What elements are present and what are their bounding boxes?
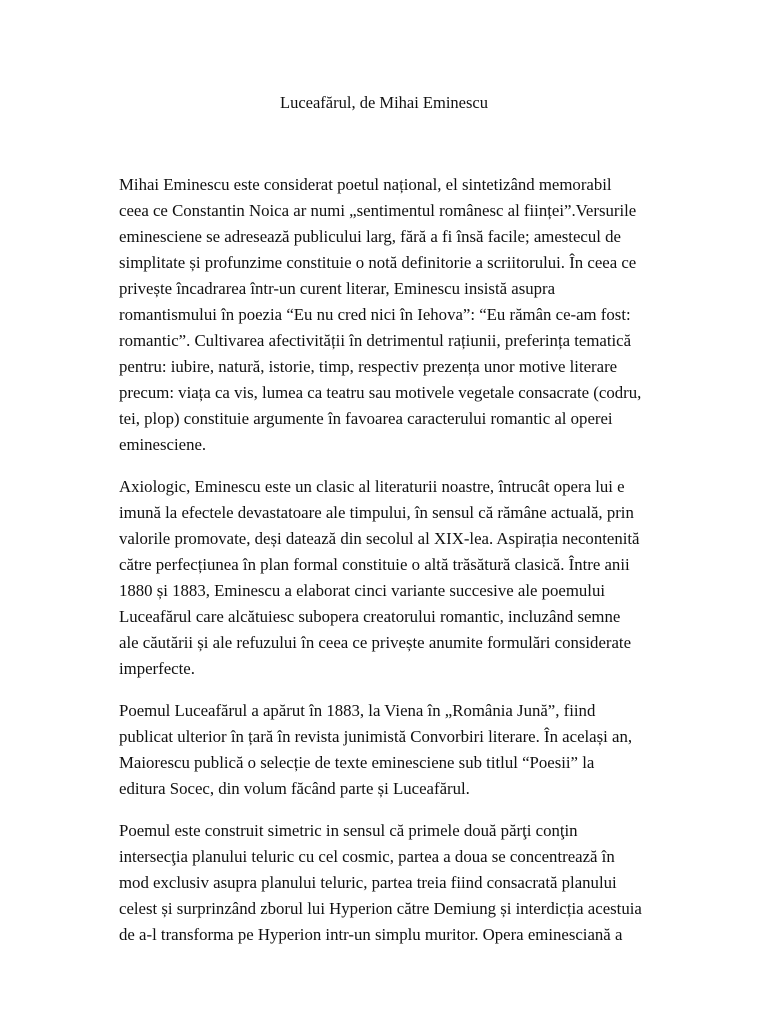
paragraph-line: simplitate și profunzime constituie o notă definitorie a scriitorului. În ceea ce — [119, 253, 637, 272]
paragraph-line: eminesciene. — [119, 435, 207, 454]
paragraph-line: celest și surprinzând zborul lui Hyperion către Demiung și interdicția acestuia — [119, 899, 642, 918]
document-body — [119, 172, 679, 964]
paragraph-line: romantic”. Cultivarea afectivității în detrimentul rațiunii, preferința tematică — [119, 331, 632, 350]
paragraph-line: eminesciene se adresează publicului larg, fără a fi însă facile; amestecul de — [119, 227, 621, 246]
paragraph-1 — [119, 172, 679, 458]
paragraph-3 — [119, 698, 679, 802]
paragraph-line: către perfecțiunea în plan formal constituie o altă trăsătură clasică. Între anii — [119, 555, 630, 574]
paragraph-line: mod exclusiv asupra planului teluric, partea treia fiind consacrată planului — [119, 873, 617, 892]
paragraph-line: 1880 și 1883, Eminescu a elaborat cinci variante succesive ale poemului — [119, 581, 606, 600]
paragraph-line: intersecţia planului teluric cu cel cosmic, partea a doua se concentrează în — [119, 847, 615, 866]
paragraph-line: romantismului în poezia “Eu nu cred nici în Iehova”: “Eu rămân ce-am fost: — [119, 305, 631, 324]
paragraph-line: publicat ulterior în țară în revista junimistă Convorbiri literare. În același an, — [119, 727, 633, 746]
paragraph-line: Poemul Luceafărul a apărut în 1883, la Viena în „România Jună”, fiind — [119, 701, 596, 720]
paragraph-line: ale căutării și ale refuzului în ceea ce privește anumite formulări considerate — [119, 633, 632, 652]
paragraph-line: tei, plop) constituie argumente în favoarea caracterului romantic al operei — [119, 409, 613, 428]
paragraph-line: imperfecte. — [119, 659, 195, 678]
paragraph-line: Mihai Eminescu este considerat poetul național, el sintetizând memorabil — [119, 175, 612, 194]
paragraph-line: editura Socec, din volum făcând parte și Luceafărul. — [119, 779, 470, 798]
paragraph-line: Poemul este construit simetric in sensul că primele două părţi conţin — [119, 821, 578, 840]
paragraph-line: imună la efectele devastatoare ale timpului, în sensul că rămâne actuală, prin — [119, 503, 634, 522]
paragraph-line: pentru: iubire, natură, istorie, timp, respectiv prezența unor motive literare — [119, 357, 618, 376]
paragraph-line: privește încadrarea într-un curent literar, Eminescu insistă asupra — [119, 279, 556, 298]
paragraph-line: precum: viața ca vis, lumea ca teatru sau motivele vegetale consacrate (codru, — [119, 383, 642, 402]
paragraph-line: Axiologic, Eminescu este un clasic al literaturii noastre, întrucât opera lui e — [119, 477, 625, 496]
paragraph-line: de a-l transforma pe Hyperion intr-un simplu muritor. Opera eminesciană a — [119, 925, 623, 944]
paragraph-line: ceea ce Constantin Noica ar numi „sentimentul românesc al ființei”.Versurile — [119, 201, 637, 220]
paragraph-line: valorile promovate, deși datează din secolul al XIX-lea. Aspirația necontenită — [119, 529, 640, 548]
paragraph-2 — [119, 474, 679, 682]
document-title: Luceafărul, de Mihai Eminescu — [280, 93, 488, 112]
paragraph-4 — [119, 818, 679, 948]
paragraph-line: Luceafărul care alcătuiesc subopera creatorului romantic, incluzând semne — [119, 607, 621, 626]
paragraph-line: Maiorescu publică o selecție de texte eminesciene sub titlul “Poesii” la — [119, 753, 595, 772]
